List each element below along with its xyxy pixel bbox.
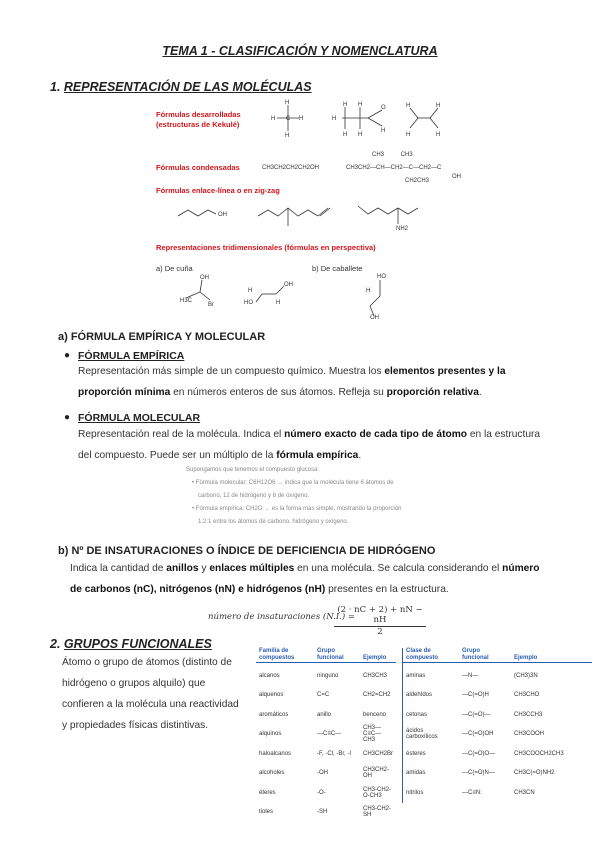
svg-text:H: H [271, 116, 276, 122]
glucose-example [186, 464, 446, 529]
compound-family: aromáticos [259, 711, 289, 718]
example: benceno [362, 711, 387, 718]
b-text-2: y [198, 563, 210, 574]
svg-text:H: H [285, 133, 290, 139]
functional-group: ninguno [316, 672, 339, 679]
molecular-text-1: Representación real de la molécula. Indica el [78, 429, 285, 440]
table-row [256, 744, 396, 764]
compound-family: ácidos carboxílicos [406, 728, 438, 741]
section-b-heading: b) Nº DE INSATURACIONES O ÍNDICE DE DEFICIENCIA DE HIDRÓGENO [58, 545, 436, 557]
bullet-dot: ● [64, 412, 71, 423]
svg-text:H3C: H3C [180, 298, 193, 304]
example-line-1: Fórmula molecular: C6H12O6 → indica que la molécula tiene 6 átomos de [195, 480, 394, 486]
svg-text:H: H [248, 288, 253, 294]
molecular-bold-2: fórmula empírica [276, 450, 359, 461]
molecular-text-2: en la estructura [467, 429, 541, 440]
section-b-paragraph [70, 558, 560, 600]
equation-numerator: (2 · nC + 2) + nN − nH [334, 605, 426, 627]
functional-group: -F, -Cl, -Br, -I [316, 750, 351, 757]
example: CH3C(=O)NH2 [514, 770, 555, 777]
example: CH3—C≡C—CH3 [362, 725, 382, 744]
svg-text:H: H [358, 102, 363, 108]
table-row [256, 686, 396, 706]
section-2-line-2: hidrógeno o grupos alquilo) que [62, 678, 206, 689]
b-bold-3: número [502, 563, 540, 574]
functional-group: C=C [316, 692, 330, 699]
example-item-2: • Fórmula empírica: CH2O → es la forma más simple, mostrando la proporción [192, 506, 402, 512]
example: CH3-CH2-SH [362, 806, 391, 819]
functional-groups-left [256, 648, 396, 822]
label-zigzag: Fórmulas enlace-línea o en zig-zag [156, 186, 280, 195]
bullet-dot: ● [64, 350, 71, 361]
functional-groups-right [402, 648, 592, 803]
svg-text:H: H [358, 132, 363, 138]
functional-group: -OH [316, 770, 328, 777]
empirica-bold-2: proporción mínima [78, 387, 171, 398]
zigzag-nh2-label: NH2 [396, 226, 409, 232]
section-1-heading [50, 80, 312, 94]
table-row [403, 764, 593, 784]
b-text-4: presentes en la estructura. [325, 584, 449, 595]
svg-text:H: H [332, 116, 337, 122]
compound-family: alcanos [259, 672, 280, 679]
functional-group: —C(=O)H [462, 692, 489, 699]
section-1-title: REPRESENTACIÓN DE LAS MOLÉCULAS [63, 80, 312, 94]
empirica-text-3: . [478, 387, 482, 398]
molecular-bold-1: número exacto de cada tipo de átomo [284, 429, 467, 440]
svg-text:H: H [299, 116, 304, 122]
functional-group: -O- [316, 789, 326, 796]
th-ejemplo-2: Ejemplo [514, 655, 538, 661]
label-tridimensionales: Representaciones tridimensionales (fórmulas en perspectiva) [156, 243, 376, 252]
compound-family: alquinos [259, 731, 282, 738]
compound-family: alquenos [259, 692, 284, 699]
table-row [403, 744, 593, 764]
example: CH3CCH3 [514, 711, 543, 718]
svg-text:OH: OH [284, 282, 293, 288]
condensed-formula-2-top: CH3 CH3 [372, 152, 413, 158]
condensed-formula-2-oh: OH [452, 174, 461, 180]
table-row [403, 705, 593, 725]
compound-family: amidas [406, 770, 426, 777]
equation-fraction [334, 605, 426, 637]
example: CH3CH2-OH [362, 767, 389, 780]
example-intro: Supongamos que tenemos el compuesto glucosa: [186, 467, 320, 473]
svg-text:H: H [436, 103, 441, 109]
table-row [403, 725, 593, 745]
label-cuna: a) De cuña [156, 264, 193, 273]
kekule-structures [270, 98, 470, 138]
equation-lhs: número de insaturaciones (N.I.) = [208, 612, 356, 622]
svg-text:HO: HO [244, 300, 253, 306]
b-bold-2: enlaces múltiples [209, 563, 295, 574]
label-desarrolladas: Fórmulas desarrolladas (estructuras de Kekulé) [156, 110, 241, 129]
example: (CH3)3N [514, 672, 538, 679]
condensed-formula-1: CH3CH2CH2CH2OH [262, 165, 320, 171]
svg-text:H: H [406, 103, 411, 109]
empirica-text-1: Representación más simple de un compuesto químico. Muestra los [78, 366, 385, 377]
svg-text:H: H [343, 132, 348, 138]
example-line-2: carbono, 12 de hidrógeno y 6 de oxígeno. [198, 493, 310, 499]
example: CH3-CH2-O-CH3 [362, 786, 391, 799]
section-2-number: 2. [50, 637, 64, 651]
compound-family: ésteres [406, 750, 426, 757]
table-row [403, 666, 593, 686]
condensed-formula-2-bottom: CH2CH3 [405, 178, 430, 184]
b-bold-4: de carbonos (nC), nitrógenos (nN) e hidrógenos (nH) [70, 584, 326, 595]
svg-text:H: H [343, 102, 348, 108]
empirica-heading: FÓRMULA EMPÍRICA [78, 350, 185, 362]
functional-group: anillo [316, 711, 331, 718]
molecular-text-3: del compuesto. Puede ser un múltiplo de la [78, 450, 277, 461]
table-row [256, 666, 396, 686]
label-condensadas: Fórmulas condensadas [156, 163, 240, 172]
table-row [403, 686, 593, 706]
example-item-1: • Fórmula molecular: C6H12O6 → indica que la molécula tiene 6 átomos de [192, 480, 394, 486]
compound-family: aminas [406, 672, 426, 679]
condensed-formula-2: CH3CH2—CH—CH2—C—CH2—C [346, 165, 442, 171]
table-row [256, 705, 396, 725]
section-2-title: GRUPOS FUNCIONALES [63, 637, 212, 651]
svg-text:H: H [276, 300, 281, 306]
compound-family: tioles [259, 809, 274, 816]
th-grupo-2: Grupo funcional [462, 648, 489, 661]
functional-group: —C(=O)O— [462, 750, 496, 757]
compound-family: éteres [259, 789, 276, 796]
svg-text:OH: OH [200, 275, 209, 281]
functional-group: -SH [316, 809, 328, 816]
th-clase: Clase de compuesto [406, 648, 439, 661]
svg-text:HO: HO [377, 274, 386, 280]
b-bold-1: anillos [166, 563, 199, 574]
empirica-bold-3: proporción relativa [386, 387, 479, 398]
compound-family: haloalcanos [259, 750, 292, 757]
table-row [256, 783, 396, 803]
compound-family: alcoholes [259, 770, 285, 777]
example: CH3COOH [514, 731, 545, 738]
functional-group: —C≡N: [462, 789, 482, 796]
example: CH3COOCH2CH3 [514, 750, 564, 757]
empirica-paragraph [78, 361, 558, 403]
compound-family: nitrilos [406, 789, 424, 796]
label-caballete: b) De caballete [312, 264, 363, 273]
functional-groups-table [256, 648, 592, 822]
functional-group: —C(=O)— [462, 711, 491, 718]
th-ejemplo: Ejemplo [362, 655, 387, 661]
functional-group: —C≡C— [316, 731, 342, 738]
empirica-bold-1: elementos presentes y la [384, 366, 506, 377]
example: CH3CH2Br [362, 750, 393, 757]
example-line-3: Fórmula empírica: CH2O → es la forma más simple, mostrando la proporción [195, 506, 402, 512]
table-row [256, 725, 396, 745]
table-row [403, 783, 593, 803]
zigzag-oh-label: OH [218, 212, 227, 218]
section-1-number: 1. [50, 80, 64, 94]
th-familia: Familia de compuestos [259, 648, 295, 661]
section-2-heading [50, 637, 212, 651]
svg-text:H: H [285, 100, 290, 106]
section-2-line-1: Átomo o grupo de átomos (distinto de [62, 657, 232, 668]
example: CH2=CH2 [362, 692, 391, 699]
molecular-heading: FÓRMULA MOLECULAR [78, 412, 201, 424]
equation-denominator: 2 [377, 627, 383, 637]
section-2-paragraph [62, 652, 252, 736]
svg-text:H: H [406, 132, 411, 138]
svg-text:OH: OH [370, 315, 379, 321]
section-a-heading: a) FÓRMULA EMPÍRICA Y MOLECULAR [58, 331, 266, 343]
compound-family: aldehídos [406, 692, 433, 699]
empirica-text-2: en números enteros de sus átomos. Refleja su [170, 387, 387, 398]
example: CH3CN [514, 789, 535, 796]
svg-text:H: H [381, 128, 386, 134]
svg-text:O: O [381, 105, 386, 111]
table-row [256, 803, 396, 823]
svg-text:H: H [366, 288, 371, 294]
section-2-line-4: y propiedades físicas distintivas. [62, 720, 209, 731]
example: CH3CH3 [362, 672, 387, 679]
functional-group: —C(=O)N— [462, 770, 495, 777]
b-text-3: en una molécula. Se calcula considerando el [294, 563, 503, 574]
svg-text:H: H [436, 132, 441, 138]
compound-family: cetonas [406, 711, 428, 718]
th-grupo: Grupo funcional [316, 648, 344, 661]
example: CH3CHO [514, 692, 540, 699]
functional-group: —N— [462, 672, 479, 679]
svg-text:C: C [286, 116, 291, 122]
functional-group: —C(=O)OH [462, 731, 494, 738]
molecular-text-4: . [358, 450, 362, 461]
perspective-structures [180, 272, 420, 320]
section-2-line-3: confieren a la molécula una reactividad [62, 699, 239, 710]
molecular-paragraph [78, 424, 558, 466]
svg-text:Br: Br [208, 302, 214, 308]
page-title: TEMA 1 - CLASIFICACIÓN Y NOMENCLATURA [162, 44, 438, 58]
example-line-4: 1:2:1 entre los átomos de carbono, hidrógeno y oxígeno. [198, 519, 349, 525]
table-row [256, 764, 396, 784]
b-text-1: Indica la cantidad de [70, 563, 167, 574]
